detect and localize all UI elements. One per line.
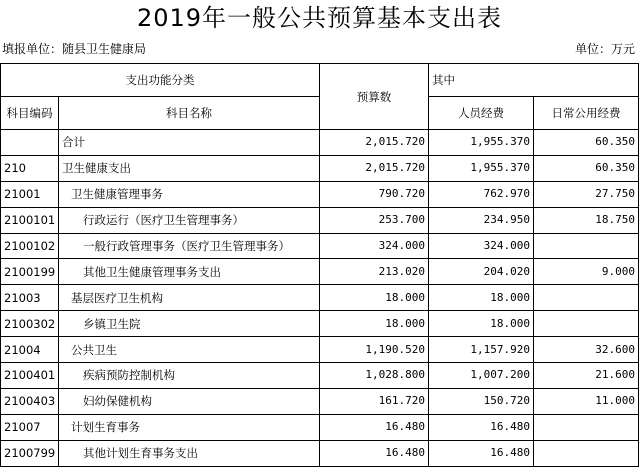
- row-code: 2100799: [1, 440, 59, 466]
- table-row: [1, 414, 639, 440]
- row-public: 18.750: [534, 207, 639, 233]
- row-budget: 18.000: [320, 311, 429, 337]
- header-code: 科目编码: [1, 97, 59, 130]
- row-code: 21003: [1, 285, 59, 311]
- row-personnel: 18.000: [429, 311, 534, 337]
- header-func-class: 支出功能分类: [1, 64, 320, 97]
- table-row: [1, 363, 639, 389]
- row-budget: 2,015.720: [320, 155, 429, 181]
- row-code: 2100302: [1, 311, 59, 337]
- header-budget: 预算数: [320, 64, 429, 130]
- row-public: 21.600: [534, 363, 639, 389]
- row-code: 210: [1, 155, 59, 181]
- row-personnel: 204.020: [429, 259, 534, 285]
- row-name: 乡镇卫生院: [59, 311, 320, 337]
- row-code: 2100401: [1, 363, 59, 389]
- row-code: 2100101: [1, 207, 59, 233]
- row-personnel: 1,157.920: [429, 337, 534, 363]
- row-personnel: 1,955.370: [429, 130, 534, 156]
- row-public: [534, 233, 639, 259]
- row-budget: 16.480: [320, 440, 429, 466]
- row-code: 2100403: [1, 388, 59, 414]
- header-personnel: 人员经费: [429, 97, 534, 130]
- row-personnel: 324.000: [429, 233, 534, 259]
- row-public: [534, 440, 639, 466]
- table-body: [1, 130, 639, 467]
- table-row: [1, 130, 639, 156]
- row-name: 公共卫生: [59, 337, 320, 363]
- row-personnel: 16.480: [429, 414, 534, 440]
- header-among: 其中: [429, 64, 639, 97]
- table-row: [1, 337, 639, 363]
- row-public: 60.350: [534, 130, 639, 156]
- row-code: 2100199: [1, 259, 59, 285]
- row-budget: 324.000: [320, 233, 429, 259]
- row-personnel: 18.000: [429, 285, 534, 311]
- row-personnel: 16.480: [429, 440, 534, 466]
- currency-unit: 单位：万元: [574, 42, 635, 56]
- header-public: 日常公用经费: [534, 97, 639, 130]
- table-row: [1, 233, 639, 259]
- row-budget: 161.720: [320, 388, 429, 414]
- table-row: [1, 388, 639, 414]
- row-name: 妇幼保健机构: [59, 388, 320, 414]
- row-name: 基层医疗卫生机构: [59, 285, 320, 311]
- row-public: 27.750: [534, 181, 639, 207]
- row-code: 2100102: [1, 233, 59, 259]
- row-code: 21004: [1, 337, 59, 363]
- table-row: [1, 207, 639, 233]
- row-name: 行政运行（医疗卫生管理事务）: [59, 207, 320, 233]
- row-public: 32.600: [534, 337, 639, 363]
- header-name: 科目名称: [59, 97, 320, 130]
- row-code: 21001: [1, 181, 59, 207]
- row-name: 一般行政管理事务（医疗卫生管理事务）: [59, 233, 320, 259]
- row-budget: 253.700: [320, 207, 429, 233]
- row-personnel: 1,007.200: [429, 363, 534, 389]
- row-budget: 1,190.520: [320, 337, 429, 363]
- budget-table: [0, 63, 639, 467]
- row-code: 21007: [1, 414, 59, 440]
- row-budget: 18.000: [320, 285, 429, 311]
- table-row: [1, 259, 639, 285]
- table-row: [1, 285, 639, 311]
- row-personnel: 1,955.370: [429, 155, 534, 181]
- row-budget: 790.720: [320, 181, 429, 207]
- row-name: 卫生健康支出: [59, 155, 320, 181]
- row-personnel: 150.720: [429, 388, 534, 414]
- table-row: [1, 311, 639, 337]
- row-personnel: 234.950: [429, 207, 534, 233]
- row-budget: 16.480: [320, 414, 429, 440]
- row-budget: 1,028.800: [320, 363, 429, 389]
- reporting-unit: 填报单位：随县卫生健康局: [2, 42, 147, 56]
- row-name: 计划生育事务: [59, 414, 320, 440]
- row-public: [534, 414, 639, 440]
- row-code: [1, 130, 59, 156]
- row-public: 60.350: [534, 155, 639, 181]
- row-personnel: 762.970: [429, 181, 534, 207]
- row-public: [534, 285, 639, 311]
- page-title: 2019年一般公共预算基本支出表: [136, 4, 503, 32]
- table-row: [1, 440, 639, 466]
- table-row: [1, 155, 639, 181]
- row-name: 疾病预防控制机构: [59, 363, 320, 389]
- table-row: [1, 181, 639, 207]
- row-name: 其他卫生健康管理事务支出: [59, 259, 320, 285]
- row-name: 合计: [59, 130, 320, 156]
- row-public: 11.000: [534, 388, 639, 414]
- row-name: 其他计划生育事务支出: [59, 440, 320, 466]
- row-budget: 213.020: [320, 259, 429, 285]
- row-budget: 2,015.720: [320, 130, 429, 156]
- row-public: 9.000: [534, 259, 639, 285]
- row-name: 卫生健康管理事务: [59, 181, 320, 207]
- row-public: [534, 311, 639, 337]
